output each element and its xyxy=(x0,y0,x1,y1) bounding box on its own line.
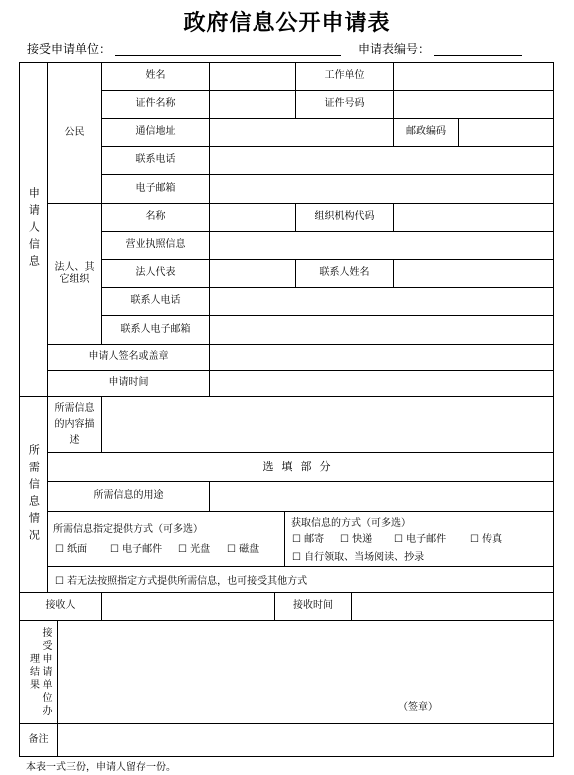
result-field[interactable] xyxy=(57,620,554,724)
email-field[interactable] xyxy=(209,174,554,204)
checkbox-icon[interactable]: ☐ xyxy=(470,534,479,545)
footer-note: 本表一式三份，申请人留存一份。 xyxy=(26,762,176,773)
seal-label: （签章） xyxy=(398,702,438,713)
content-desc-label: 所需信息的内容描述 xyxy=(47,396,102,453)
contact-phone-label: 联系人电话 xyxy=(101,287,210,316)
id-number-field[interactable] xyxy=(393,90,554,119)
obtain-method-title: 获取信息的方式（可多选） xyxy=(291,518,411,529)
contact-phone-field[interactable] xyxy=(209,287,554,316)
contact-name-field[interactable] xyxy=(393,259,554,288)
address-label: 通信地址 xyxy=(101,118,210,147)
obtain-option-express[interactable]: ☐ 快递 xyxy=(340,534,373,545)
provide-option-disk[interactable]: ☐ 磁盘 xyxy=(227,544,260,555)
checkbox-icon[interactable]: ☐ xyxy=(292,534,301,545)
org-code-label: 组织机构代码 xyxy=(295,203,394,232)
receiver-label: 接收人 xyxy=(19,592,102,621)
citizen-name-label: 姓名 xyxy=(101,62,210,91)
signature-field[interactable] xyxy=(209,344,554,371)
obtain-option-mail[interactable]: ☐ 邮寄 xyxy=(292,534,325,545)
checkbox-icon[interactable]: ☐ xyxy=(55,576,64,587)
receiving-unit-label: 接受申请单位： xyxy=(27,42,112,56)
receiver-field[interactable] xyxy=(101,592,275,621)
obtain-option-fax[interactable]: ☐ 传真 xyxy=(470,534,503,545)
org-name-field[interactable] xyxy=(209,203,296,232)
signature-label: 申请人签名或盖章 xyxy=(47,344,210,371)
checkbox-icon[interactable]: ☐ xyxy=(394,534,403,545)
id-number-label: 证件号码 xyxy=(295,90,394,119)
result-label: 接受申请单位办理结果 xyxy=(19,620,58,724)
provide-option-paper[interactable]: ☐ 纸面 xyxy=(55,544,88,555)
receive-time-field[interactable] xyxy=(351,592,554,621)
content-desc-field[interactable] xyxy=(101,396,554,453)
checkbox-icon[interactable]: ☐ xyxy=(227,544,236,555)
other-method-option[interactable]: ☐ 若无法按照指定方式提供所需信息，也可接受其他方式 xyxy=(55,576,308,587)
checkbox-icon[interactable]: ☐ xyxy=(178,544,187,555)
optional-section-header: 选填部分 xyxy=(47,452,554,482)
org-code-field[interactable] xyxy=(393,203,554,232)
receiving-unit-field[interactable] xyxy=(115,55,341,56)
purpose-field[interactable] xyxy=(209,481,554,512)
work-unit-field[interactable] xyxy=(393,62,554,91)
postcode-field[interactable] xyxy=(458,118,554,147)
info-section-label: 所需信息情况 xyxy=(19,396,48,593)
applicant-section-label: 申请人信息 xyxy=(19,62,48,397)
citizen-label: 公民 xyxy=(47,62,102,204)
org-name-label: 名称 xyxy=(101,203,210,232)
phone-label: 联系电话 xyxy=(101,146,210,175)
address-field[interactable] xyxy=(209,118,394,147)
obtain-option-self[interactable]: ☐ 自行领取、当场阅读、抄录 xyxy=(292,552,425,563)
email-label: 电子邮箱 xyxy=(101,174,210,204)
form-number-field[interactable] xyxy=(434,55,522,56)
receive-time-label: 接收时间 xyxy=(274,592,352,621)
apply-time-field[interactable] xyxy=(209,370,554,397)
form-title: 政府信息公开申请表 xyxy=(183,11,391,36)
license-field[interactable] xyxy=(209,231,554,260)
org-label: 法人、其它组织 xyxy=(47,203,102,345)
provide-option-cd[interactable]: ☐ 光盘 xyxy=(178,544,211,555)
apply-time-label: 申请时间 xyxy=(47,370,210,397)
contact-name-label: 联系人姓名 xyxy=(295,259,394,288)
phone-field[interactable] xyxy=(209,146,554,175)
checkbox-icon[interactable]: ☐ xyxy=(340,534,349,545)
work-unit-label: 工作单位 xyxy=(295,62,394,91)
remark-field[interactable] xyxy=(57,723,554,757)
remark-label: 备注 xyxy=(19,723,58,757)
checkbox-icon[interactable]: ☐ xyxy=(110,544,119,555)
checkbox-icon[interactable]: ☐ xyxy=(55,544,64,555)
contact-email-label: 联系人电子邮箱 xyxy=(101,315,210,345)
provide-option-email[interactable]: ☐ 电子邮件 xyxy=(110,544,163,555)
form-number-label: 申请表编号： xyxy=(358,42,431,56)
license-label: 营业执照信息 xyxy=(101,231,210,260)
purpose-label: 所需信息的用途 xyxy=(47,481,210,512)
citizen-name-field[interactable] xyxy=(209,62,296,91)
contact-email-field[interactable] xyxy=(209,315,554,345)
id-name-label: 证件名称 xyxy=(101,90,210,119)
id-name-field[interactable] xyxy=(209,90,296,119)
postcode-label: 邮政编码 xyxy=(393,118,459,147)
obtain-option-email[interactable]: ☐ 电子邮件 xyxy=(394,534,447,545)
checkbox-icon[interactable]: ☐ xyxy=(292,552,301,563)
legal-rep-label: 法人代表 xyxy=(101,259,210,288)
provide-method-title: 所需信息指定提供方式（可多选） xyxy=(53,524,203,535)
legal-rep-field[interactable] xyxy=(209,259,296,288)
